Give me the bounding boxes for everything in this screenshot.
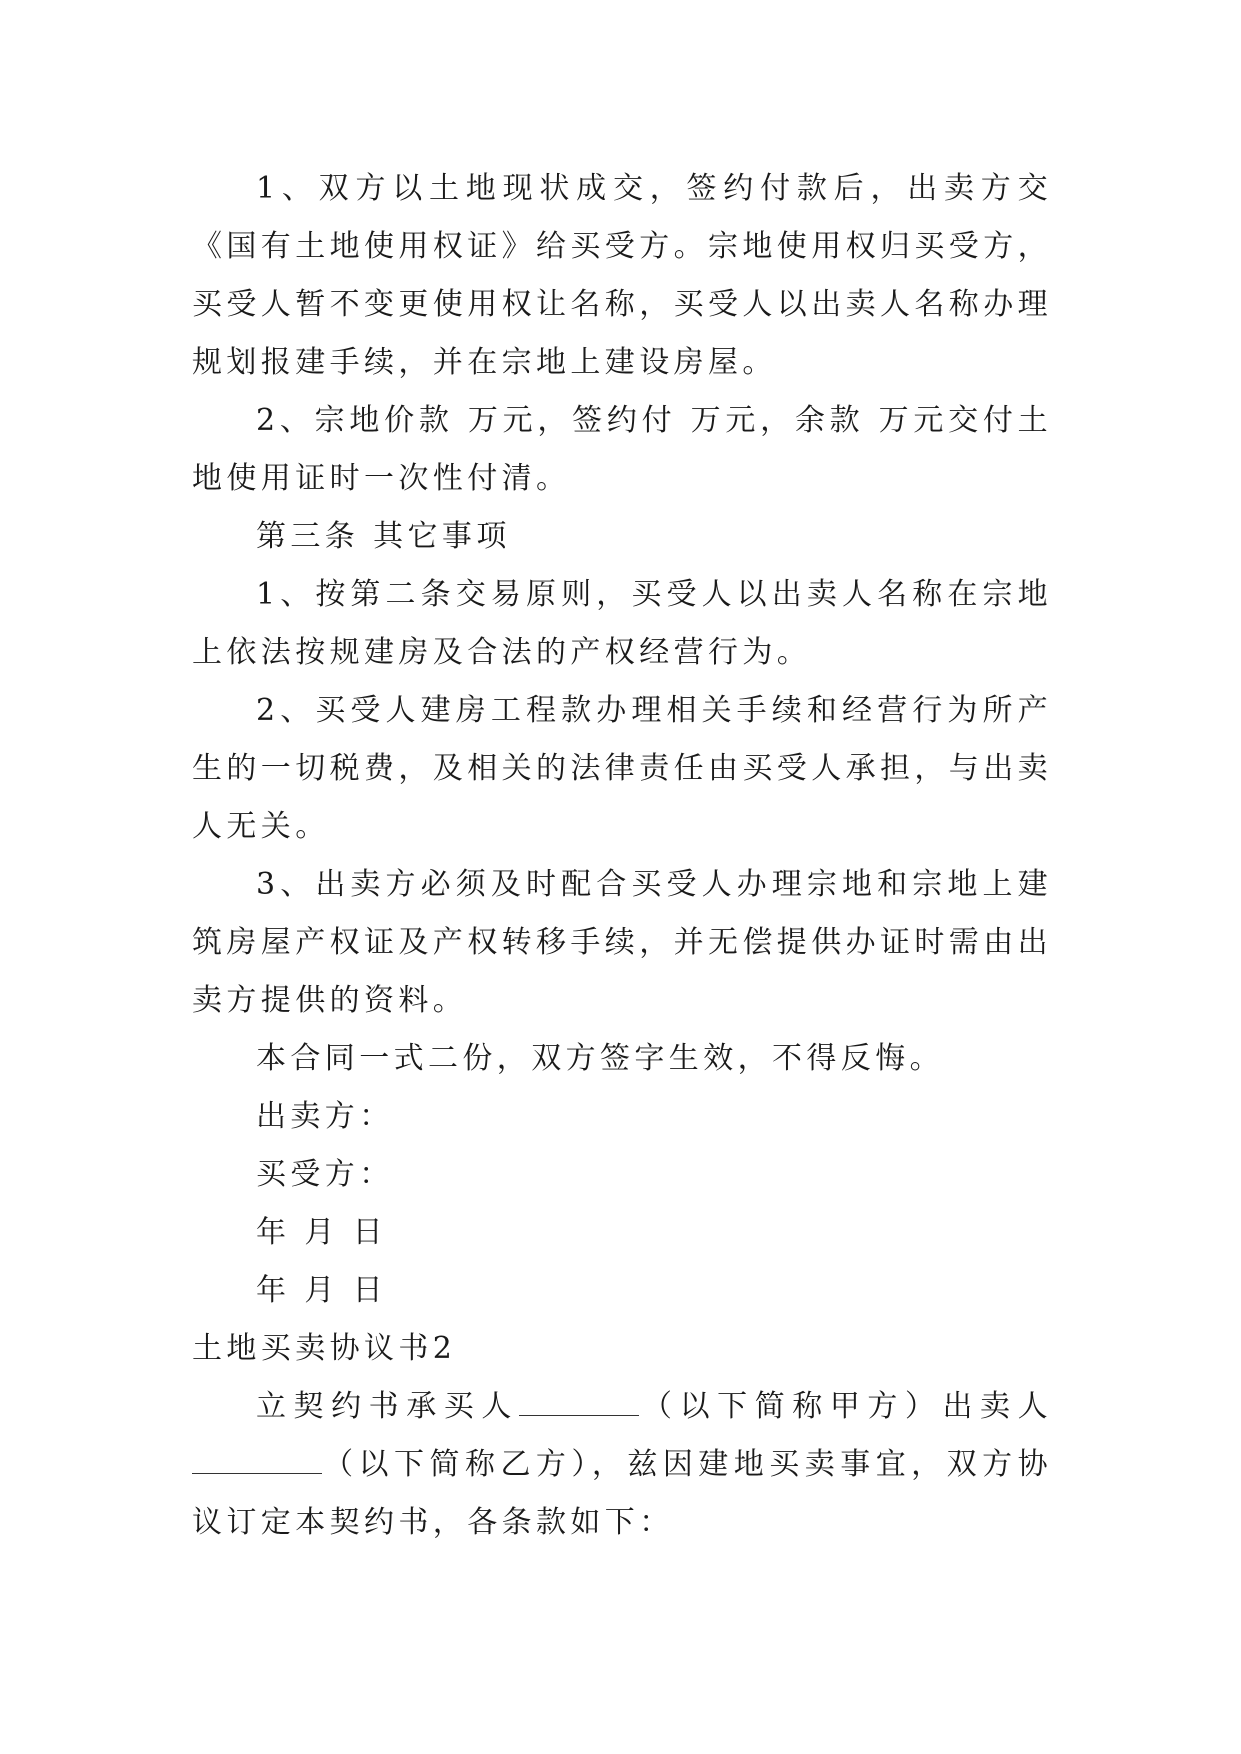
buyer-name-blank: [519, 1379, 639, 1416]
paragraph-clause-1: 1、双方以土地现状成交，签约付款后，出卖方交《国有土地使用权证》给买受方。宗地使用权归买受方，买受人暂不变更使用权让名称，买受人以出卖人名称办理规划报建手续，并在宗地上建设房屋。: [192, 171, 1052, 380]
buyer-signature-label: 买受方：: [256, 1157, 394, 1192]
intro-text-b: （以下简称甲方）出卖人: [638, 1389, 1052, 1424]
seller-name-blank: [192, 1437, 322, 1474]
intro-text-a: 立契约书承买人: [256, 1389, 519, 1424]
paragraph-article-3-item-1: 1、按第二条交易原则，买受人以出卖人名称在宗地上依法按规建房及合法的产权经营行为。: [192, 577, 1052, 670]
document-title-2: 土地买卖协议书2: [192, 1331, 457, 1366]
paragraph-contract-intro: [192, 1378, 1052, 1552]
seller-signature-label: 出卖方：: [256, 1099, 394, 1134]
intro-text-c: （以下简称乙方），兹因建地买卖事宜，双方协议订定本契约书，各条款如下：: [192, 1447, 1052, 1540]
date-line-1: 年 月 日: [256, 1215, 388, 1250]
paragraph-clause-2: 2、宗地价款 万元，签约付 万元，余款 万元交付土地使用证时一次性付清。: [192, 403, 1052, 496]
paragraph-article-3-item-3: 3、出卖方必须及时配合买受人办理宗地和宗地上建筑房屋产权证及产权转移手续，并无偿提供办证时需由出卖方提供的资料。: [192, 867, 1052, 1018]
paragraph-article-3-item-2: 2、买受人建房工程款办理相关手续和经营行为所产生的一切税费，及相关的法律责任由买受人承担，与出卖人无关。: [192, 693, 1052, 844]
date-line-2: 年 月 日: [256, 1273, 388, 1308]
paragraph-copies-note: 本合同一式二份，双方签字生效，不得反悔。: [256, 1041, 944, 1076]
section-heading-article-3: 第三条 其它事项: [256, 519, 511, 554]
document-body: [192, 160, 1052, 1552]
